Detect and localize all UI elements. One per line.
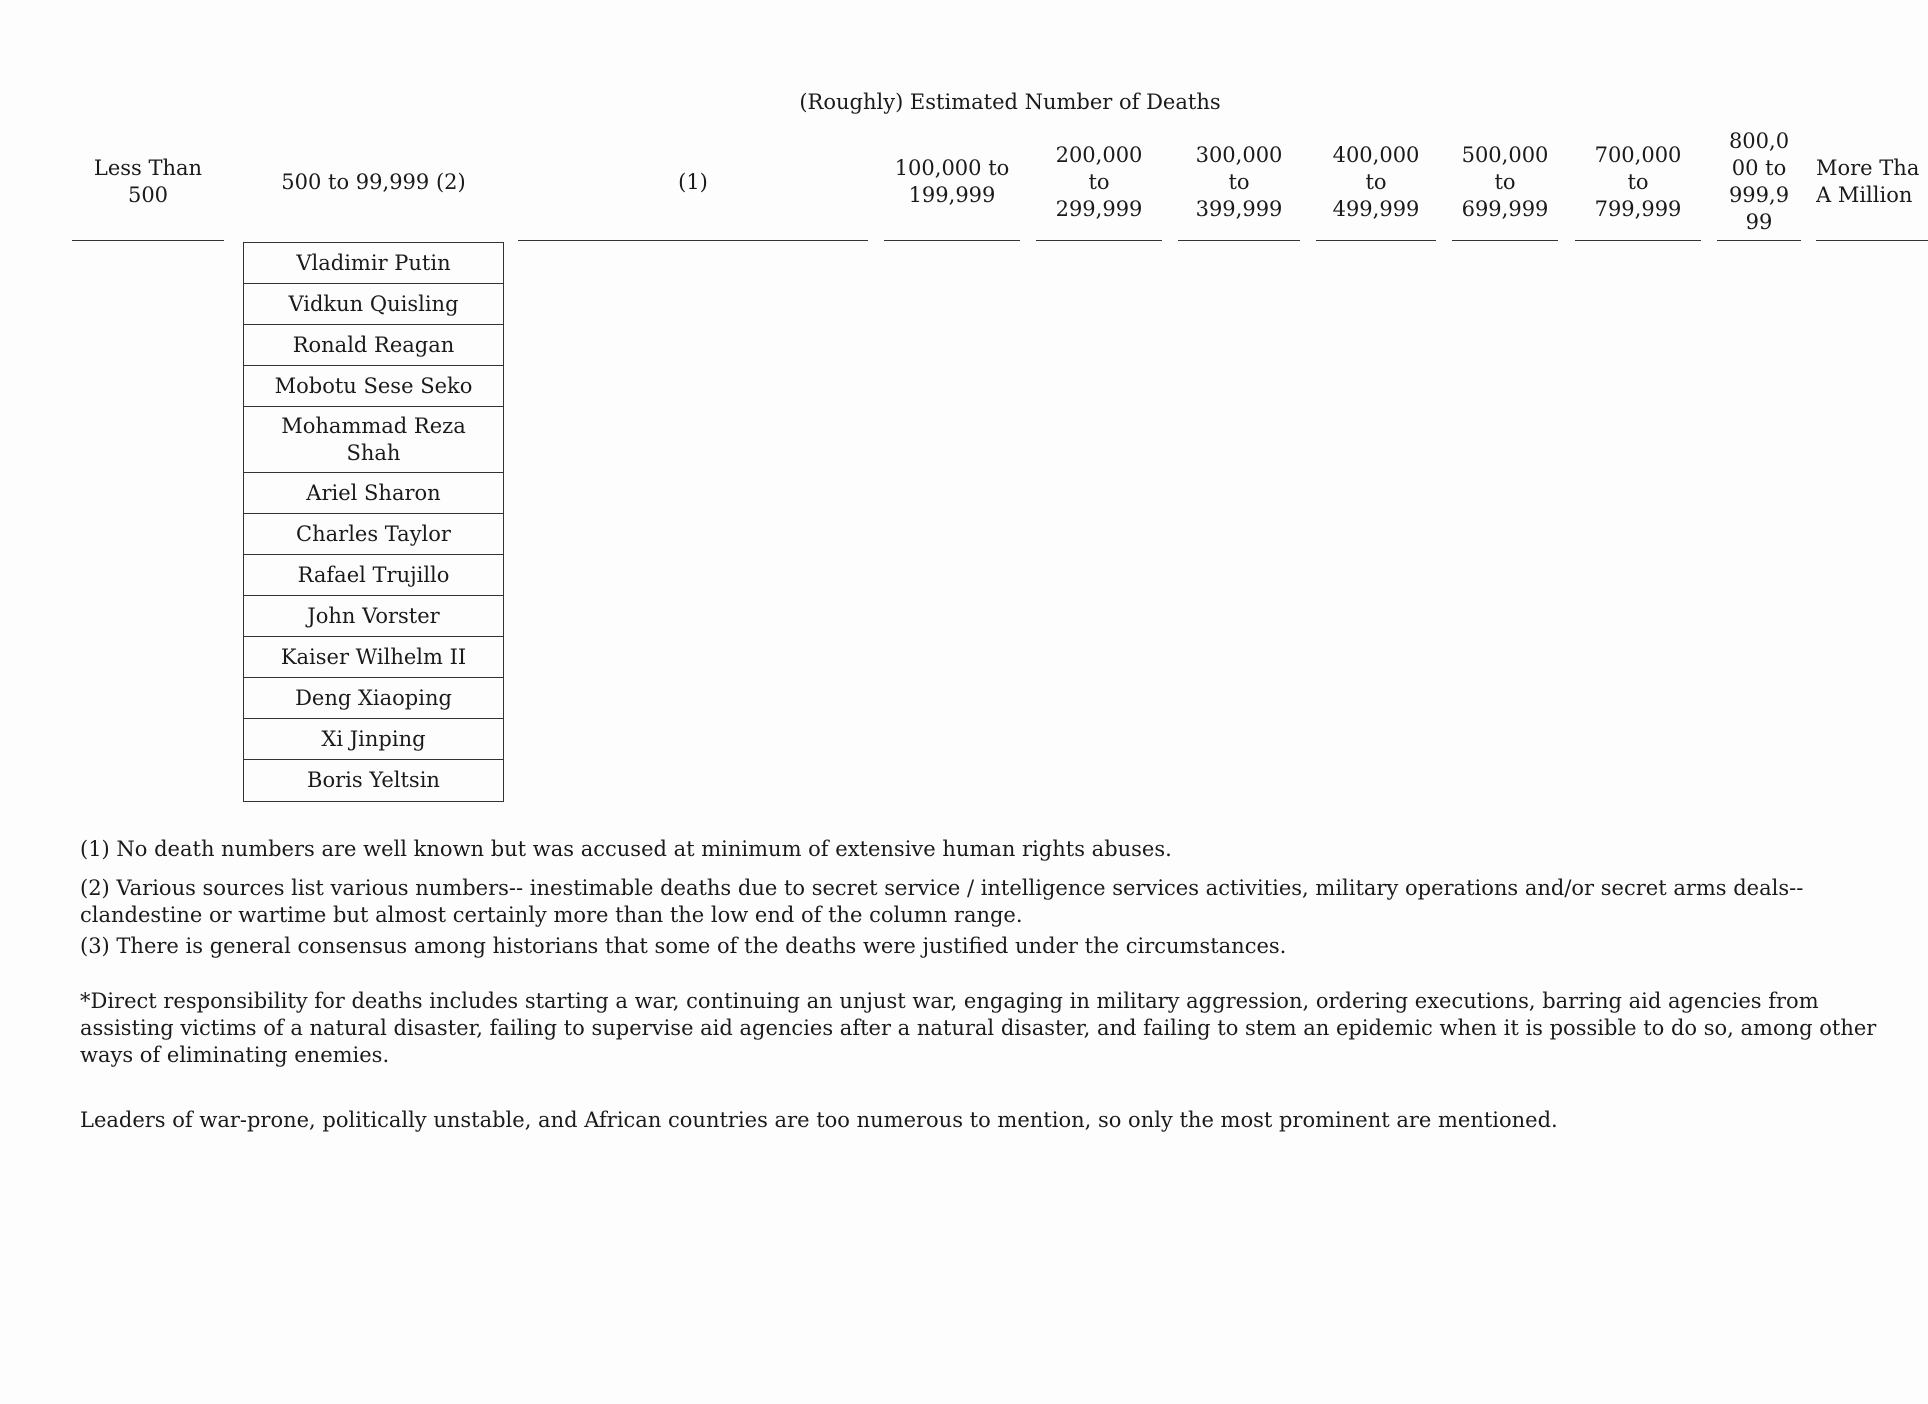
column-header-700000-to-799999: 700,000 to 799,999 [1594,142,1682,221]
column-header-800000-to-999999: 800,0 00 to 999,9 99 [1728,129,1790,234]
name-cell: Vladimir Putin [244,243,503,284]
name-cell: Mobotu Sese Seko [244,366,503,407]
footnote-3: (3) There is general consensus among historians that some of the deaths were justified under the circumstances. [80,934,1287,958]
leaders-note: Leaders of war-prone, politically unstable, and African countries are too numerous to mention, so only the most prominent are mentioned. [80,1108,1558,1132]
name-cell: Ariel Sharon [244,473,503,514]
column-rule [884,240,1020,241]
column-rule [1316,240,1436,241]
column-rule [1178,240,1300,241]
column-header-400000-to-499999: 400,000 to 499,999 [1332,142,1420,221]
footnotes [80,836,1900,1146]
name-cell: Xi Jinping [244,719,503,760]
column-header-100000-to-199999: 100,000 to 199,999 [894,156,1010,207]
column-rule [518,240,868,241]
name-cell: Rafael Trujillo [244,555,503,596]
column-header-note-1: (1) [678,169,708,194]
name-cell: Charles Taylor [244,514,503,555]
name-cell: Ronald Reagan [244,325,503,366]
column-header-200000-to-299999: 200,000 to 299,999 [1055,142,1143,221]
name-cell: Deng Xiaoping [244,678,503,719]
column-rule [72,240,224,241]
column-header-more-than-a-million: More Tha A Million [1816,156,1920,207]
column-header-300000-to-399999: 300,000 to 399,999 [1195,142,1283,221]
column-rule [1816,240,1928,241]
name-cell: Vidkun Quisling [244,284,503,325]
name-cell: Kaiser Wilhelm II [244,637,503,678]
column-rule [1452,240,1558,241]
name-cell: Boris Yeltsin [307,768,440,792]
column-rule [1717,240,1801,241]
name-cell: John Vorster [244,596,503,637]
column-header-500-to-99999: 500 to 99,999 (2) [281,169,466,194]
column-header-less-than-500: Less Than 500 [93,156,203,207]
column-rule [1575,240,1701,241]
column-rule [1036,240,1162,241]
footnote-1: (1) No death numbers are well known but was accused at minimum of extensive human rights abuses. [80,837,1172,861]
name-cell: Mohammad Reza Shah [244,407,503,473]
responsibility-note: *Direct responsibility for deaths includes starting a war, continuing an unjust war, engaging in military aggression, ordering executions, barring aid agencies from assisting victims of a natural disaster, failing to supervise aid agencies after a natural disaster, and failing to stem an epidemic when it is possible to do so, among other ways of eliminating enemies. [80,989,1877,1067]
table-title: (Roughly) Estimated Number of Deaths [799,90,1221,114]
column-header-500000-to-699999: 500,000 to 699,999 [1461,142,1549,221]
names-list [243,242,504,802]
footnote-2: (2) Various sources list various numbers-- inestimable deaths due to secret service / intelligence services activities, military operations and/or secret arms deals-- clandestine or wartime but almost certainly more than the low end of the column range. [80,876,1804,927]
